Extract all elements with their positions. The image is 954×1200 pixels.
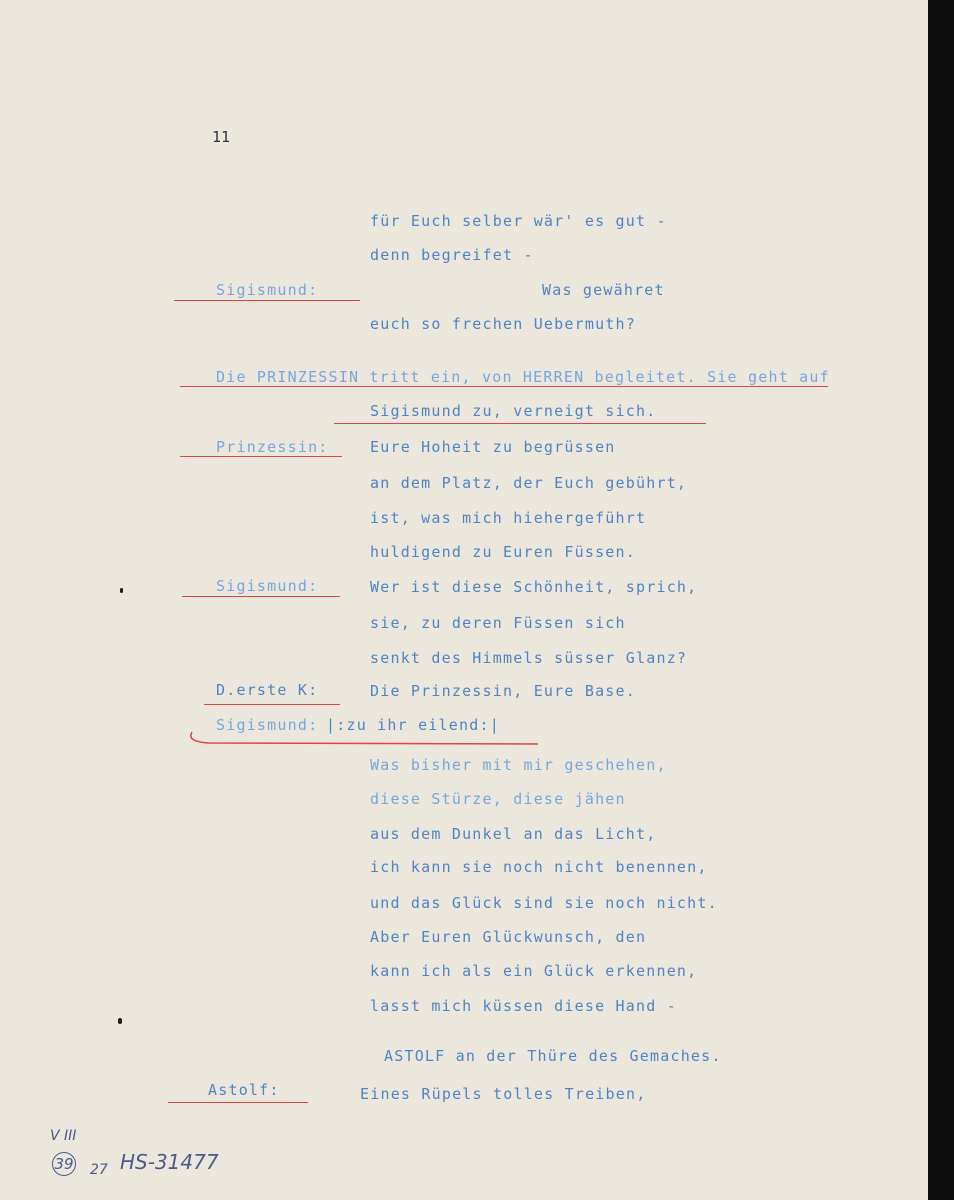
dialogue-line: für Euch selber wär' es gut - — [370, 212, 667, 230]
dialogue-line: huldigend zu Euren Füssen. — [370, 543, 636, 561]
dialogue-line: an dem Platz, der Euch gebührt, — [370, 474, 688, 492]
speaker-underline — [182, 596, 340, 597]
dialogue-line: senkt des Himmels süsser Glanz? — [370, 649, 688, 667]
dialogue-line: und das Glück sind sie noch nicht. — [370, 894, 718, 912]
dialogue-line: aus dem Dunkel an das Licht, — [370, 825, 657, 843]
ink-speck — [118, 1018, 122, 1024]
speaker-name: Sigismund: — [216, 716, 319, 734]
dialogue-line: ist, was mich hiehergeführt — [370, 509, 647, 527]
dialogue-line: diese Stürze, diese jähen — [370, 790, 626, 808]
dialogue-line: Was bisher mit mir geschehen, — [370, 756, 667, 774]
stage-direction-underline — [180, 386, 828, 387]
dialogue-line: Wer ist diese Schönheit, sprich, — [370, 578, 698, 596]
speaker-underline — [168, 1102, 308, 1103]
ink-speck — [120, 588, 123, 593]
dialogue-line: Die Prinzessin, Eure Base. — [370, 682, 636, 700]
stage-direction: |:zu ihr eilend:| — [326, 716, 500, 734]
archive-small-number: 27 — [90, 1162, 108, 1178]
stage-direction: Sigismund zu, verneigt sich. — [370, 402, 657, 420]
dialogue-line: Eure Hoheit zu begrüssen — [370, 438, 616, 456]
speaker-underline — [174, 300, 360, 301]
speaker-underline — [180, 456, 342, 457]
dialogue-line: Aber Euren Glückwunsch, den — [370, 928, 647, 946]
stage-direction-underline — [334, 423, 706, 424]
dialogue-line: ich kann sie noch nicht benennen, — [370, 858, 708, 876]
stage-direction: Die PRINZESSIN tritt ein, von HERREN begleitet. Sie geht auf — [216, 368, 830, 386]
speaker-name: D.erste K: — [216, 681, 319, 699]
archive-roman-numeral: V III — [50, 1128, 77, 1144]
speaker-name: Astolf: — [208, 1081, 280, 1099]
circled-folio-number: 39 — [52, 1152, 76, 1176]
speaker-name: Sigismund: — [216, 577, 319, 595]
dialogue-line: Eines Rüpels tolles Treiben, — [360, 1085, 647, 1103]
speaker-name: Prinzessin: — [216, 438, 329, 456]
scan-border — [928, 0, 954, 1200]
page-number: 11 — [212, 128, 231, 146]
dialogue-line: Was gewähret — [542, 281, 665, 299]
speaker-underline — [204, 704, 340, 705]
stage-direction: ASTOLF an der Thüre des Gemaches. — [384, 1047, 722, 1065]
dialogue-line: denn begreifet - — [370, 246, 534, 264]
dialogue-line: euch so frechen Uebermuth? — [370, 315, 636, 333]
speaker-underline-curve — [186, 726, 540, 748]
dialogue-line: lasst mich küssen diese Hand - — [370, 997, 677, 1015]
speaker-name: Sigismund: — [216, 281, 319, 299]
archive-shelfmark: HS-31477 — [120, 1150, 219, 1174]
dialogue-line: sie, zu deren Füssen sich — [370, 614, 626, 632]
dialogue-line: kann ich als ein Glück erkennen, — [370, 962, 698, 980]
